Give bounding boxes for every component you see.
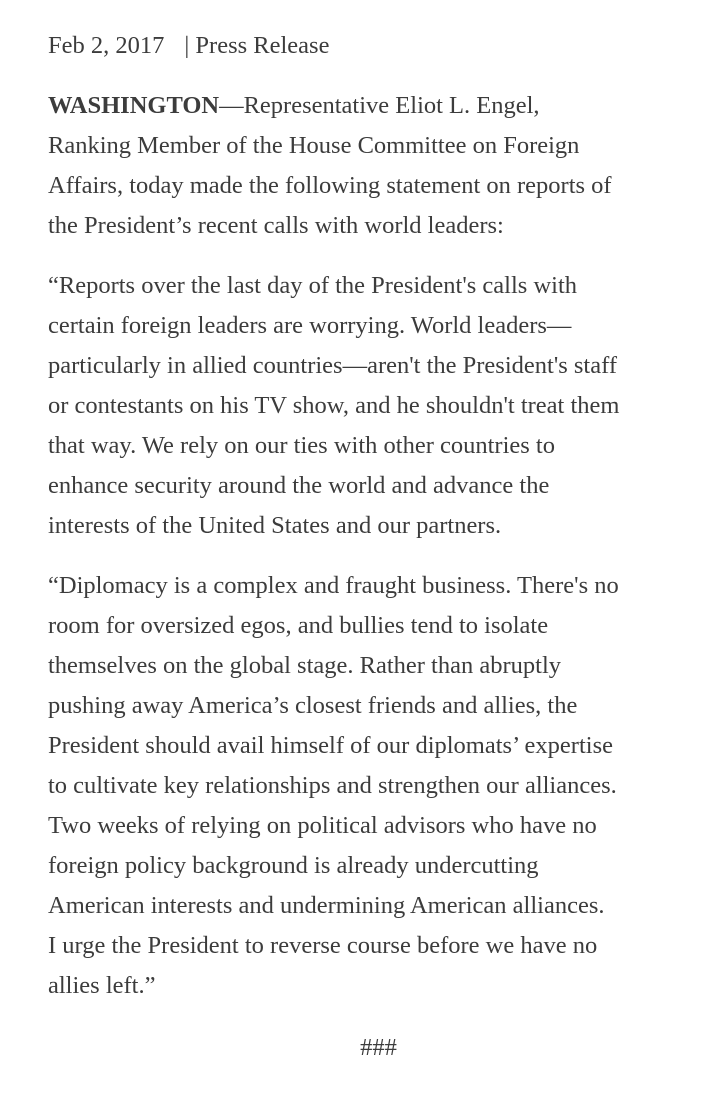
meta-separator: | [184,32,190,59]
release-category: Press Release [195,32,330,59]
intro-text: —Representative Eliot L. Engel, Ranking Member of the House Committee on Foreign Affairs, today made the following statement on reports of the President’s recent calls with world leaders: [48,92,612,239]
dateline: WASHINGTON [48,92,220,119]
end-marker: ### [360,1034,397,1061]
intro-paragraph [48,86,709,246]
quote-paragraph-2: “Diplomacy is a complex and fraught business. There's no room for oversized egos, and bullies tend to isolate themselves on the global stage. Rather than abruptly pushing away America’s closest friends and allies, the President should avail himself of our diplomats’ expertise to cultivate key relationships and strengthen our alliances. Two weeks of relying on political advisors who have no foreign policy background is already undercutting American interests and undermining American alliances. I urge the President to reverse course before we have no allies left.” [48,572,619,999]
release-date: Feb 2, 2017 [48,32,165,59]
quote-paragraph-1: “Reports over the last day of the President's calls with certain foreign leaders are worrying. World leaders— particularly in allied countries—aren't the President's staff or contestants on his TV show, and he shouldn't treat them that way. We rely on our ties with other countries to enhance security around the world and advance the interests of the United States and our partners. [48,272,620,539]
release-meta [48,26,709,66]
